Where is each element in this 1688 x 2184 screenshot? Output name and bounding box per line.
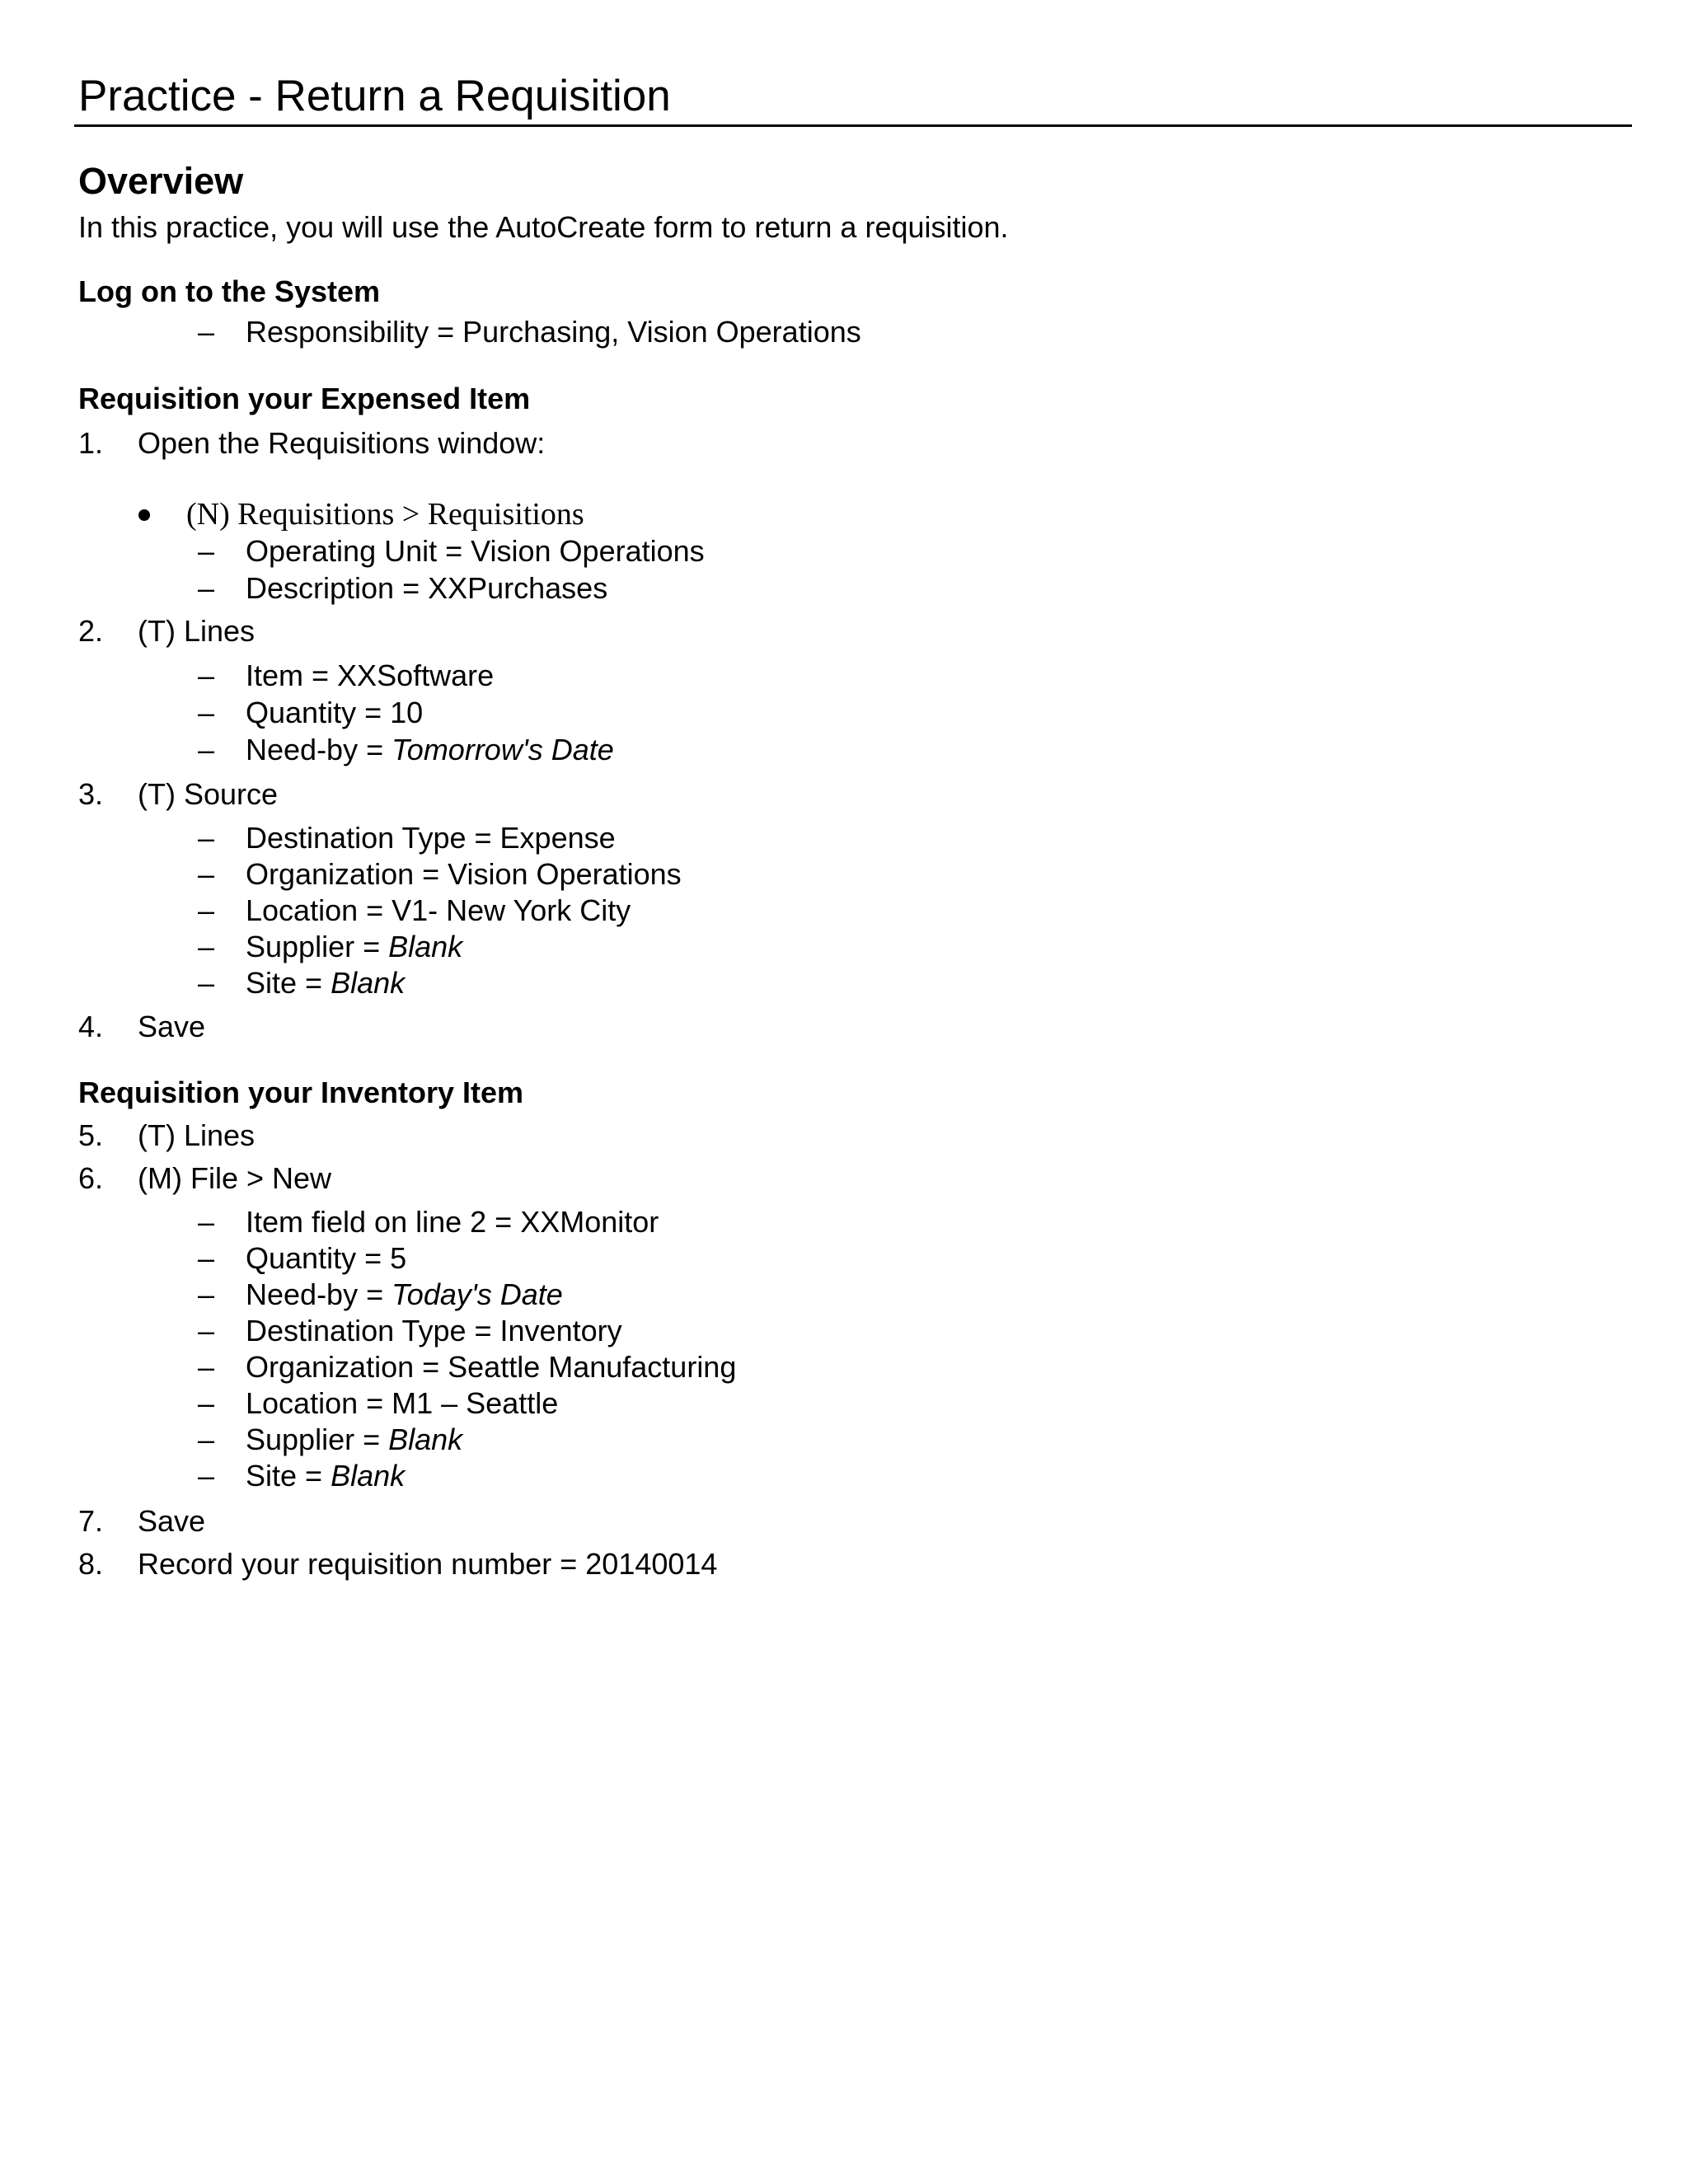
overview-heading: Overview <box>78 160 244 202</box>
list-item-text: Item = XXSoftware <box>246 658 495 692</box>
step-number: 3. <box>78 777 104 811</box>
logon-heading: Log on to the System <box>78 274 381 308</box>
step-number: 6. <box>78 1161 104 1195</box>
list-item-text: Organization = Vision Operations <box>246 857 682 891</box>
step-text: (T) Lines <box>138 614 256 648</box>
list-item-text <box>246 1276 563 1313</box>
field-value: Tomorrow's Date <box>392 733 614 766</box>
dash-marker: – <box>198 1277 215 1311</box>
dash-marker: – <box>198 1350 215 1384</box>
field-value: Today's Date <box>392 1277 563 1311</box>
field-label: Supplier = <box>246 1422 389 1456</box>
dash-marker: – <box>198 315 215 349</box>
list-item-text <box>246 731 614 768</box>
step-number: 1. <box>78 426 104 460</box>
step-number: 4. <box>78 1010 104 1043</box>
step-text: (T) Source <box>138 777 279 811</box>
dash-marker: – <box>198 534 215 568</box>
field-label: Site = <box>246 1459 331 1493</box>
dash-marker: – <box>198 893 215 927</box>
field-value: Blank <box>331 1459 406 1493</box>
step-text: Save <box>138 1010 206 1043</box>
step-text: (M) File > New <box>138 1161 332 1195</box>
dash-marker: – <box>198 857 215 891</box>
list-item-text: Destination Type = Expense <box>246 821 616 855</box>
dash-marker: – <box>198 821 215 855</box>
dash-marker: – <box>198 1314 215 1347</box>
step-number: 5. <box>78 1118 104 1152</box>
dash-marker: – <box>198 930 215 963</box>
list-item-text: Organization = Seattle Manufacturing <box>246 1350 737 1384</box>
list-item-text <box>246 928 462 965</box>
dash-marker: – <box>198 1386 215 1420</box>
dash-marker: – <box>198 1459 215 1493</box>
step-text: Save <box>138 1504 206 1538</box>
list-item-text: Description = XXPurchases <box>246 571 608 605</box>
dash-marker: – <box>198 1205 215 1239</box>
list-item-text: Location = V1- New York City <box>246 893 631 927</box>
field-label: Need-by = <box>246 1277 392 1311</box>
dash-marker: – <box>198 658 215 692</box>
overview-text: In this practice, you will use the AutoCreate form to return a requisition. <box>78 210 1009 244</box>
list-item-text: Location = M1 – Seattle <box>246 1386 559 1420</box>
list-item-text <box>246 964 405 1001</box>
list-item-text <box>246 1457 405 1494</box>
field-label: Need-by = <box>246 733 392 766</box>
list-item-text: Quantity = 5 <box>246 1241 407 1275</box>
step-number: 8. <box>78 1547 104 1581</box>
list-item-text: Item field on line 2 = XXMonitor <box>246 1205 659 1239</box>
inventory-heading: Requisition your Inventory Item <box>78 1076 524 1109</box>
page-title: Practice - Return a Requisition <box>78 72 671 120</box>
dash-marker: – <box>198 1422 215 1456</box>
dash-marker: – <box>198 1241 215 1275</box>
step-number: 2. <box>78 614 104 648</box>
step-text: Record your requisition number = 20140014 <box>138 1547 718 1581</box>
dash-marker: – <box>198 696 215 729</box>
expensed-heading: Requisition your Expensed Item <box>78 382 531 415</box>
list-item-text: Quantity = 10 <box>246 696 424 729</box>
list-item-text: Destination Type = Inventory <box>246 1314 622 1347</box>
step-number: 7. <box>78 1504 104 1538</box>
step-text: Open the Requisitions window: <box>138 426 546 460</box>
field-value: Blank <box>388 1422 463 1456</box>
field-label: Site = <box>246 966 331 1000</box>
field-label: Supplier = <box>246 930 389 963</box>
list-item-text <box>246 1421 462 1458</box>
dash-marker: – <box>198 966 215 1000</box>
step-text: (T) Lines <box>138 1118 256 1152</box>
logon-item-text: Responsibility = Purchasing, Vision Operations <box>246 315 861 349</box>
list-item-text: Operating Unit = Vision Operations <box>246 534 705 568</box>
bullet-dot <box>138 509 150 521</box>
title-divider <box>74 124 1632 127</box>
dash-marker: – <box>198 571 215 605</box>
dash-marker: – <box>198 733 215 766</box>
field-value: Blank <box>388 930 463 963</box>
nav-path-text: (N) Requisitions > Requisitions <box>186 497 584 532</box>
field-value: Blank <box>331 966 406 1000</box>
